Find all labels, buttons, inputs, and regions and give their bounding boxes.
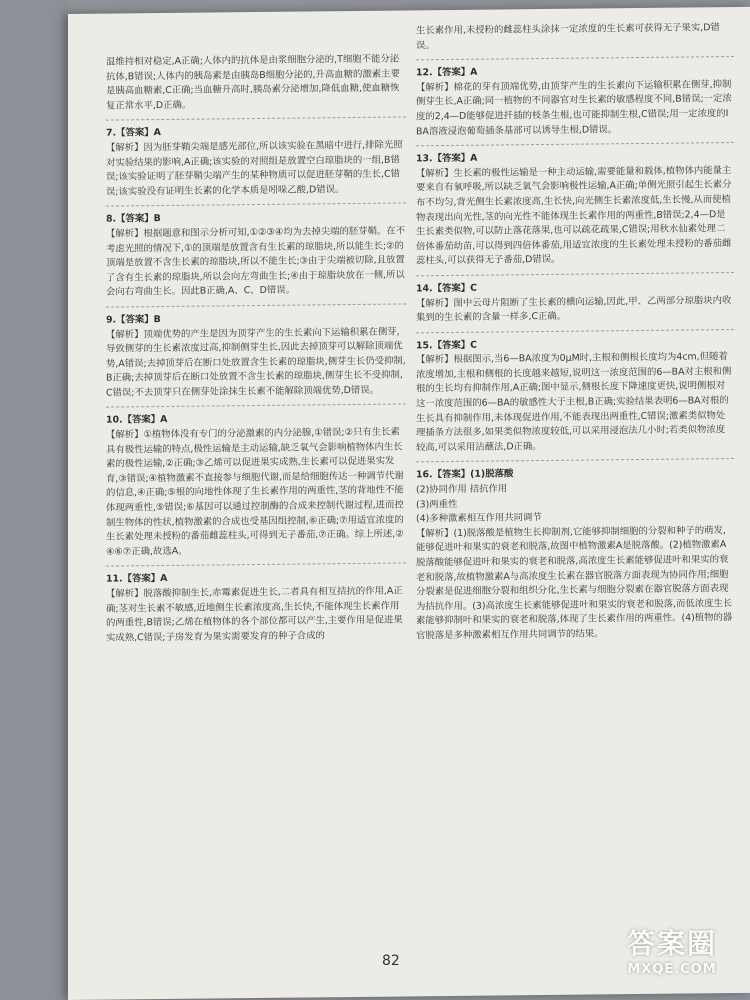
answer-sub-line: (2)协同作用 拮抗作用 [416,483,508,496]
analysis-text: 温维持相对稳定,A正确;人体内的抗体是由浆细胞分泌的,T细胞不能分泌抗体,B错误;人体内的胰岛素是由胰岛B细胞分泌的,升高血糖的激素主要是胰高血糖素,C正确;当血糖升高时,胰岛素分泌增加,降低血糖,使血糖恢复正常水平,D正确。 [106,53,400,112]
answer-block-q8 [106,210,406,301]
divider [416,272,734,276]
right-column [416,21,734,650]
analysis-text: 【解析】根据图示,当6—BA浓度为0μM时,主根和侧根长度均为4cm,但随着浓度增加,主根和侧根的长度越来越短,说明这一浓度范围的6—BA对主根和侧根的生长均有抑制作用,A正确;图中显示,侧根长度下降速度更快,说明侧根对这一浓度范围的6—BA的敏感性大于主根,B正确;实验结果表明6—BA对根的生长具有抑制作用,未体现促进作用,不能表现出两重性,C错误;激素类似物处理插条方法很多,如果类似物浓度较低,可以采用浸泡法几小时;若类似物浓度较高,可以采用沾蘸法,D正确。 [416,351,732,454]
analysis-text: 【解析】生长素的极性运输是一种主动运输,需要能量和载体,植物体内能量主要来自有氧呼吸,所以缺乏氧气会影响极性运输,A正确;单侧光照引起生长素分布不均匀,背光侧生长素浓度高,生长快,向光侧生长素浓度低,生长慢,从而使植物表现出向光性,茎的向光性不能体现生长素作用的两重性,B错误;2,4—D是生长素类似物,可以防止落花落果,也可以疏花疏果,C错误;用秋水仙素处理二倍体番茄幼苗,可以得到四倍体番茄,用适宜浓度的生长素处理未授粉的番茄雌蕊柱头,可以获得无子番茄,D错误。 [416,164,732,267]
divider [416,56,734,60]
answer-label: 12.【答案】A [416,66,478,79]
answer-block-q7 [106,124,406,200]
answer-block-q15 [416,336,734,456]
answer-label: 9.【答案】B [106,313,161,326]
divider [106,563,406,567]
answer-label: 14.【答案】C [416,282,477,295]
divider [106,303,406,307]
answer-label: 15.【答案】C [416,339,477,352]
divider [106,203,406,207]
analysis-text: 生长素作用,未授粉的雌蕊柱头涂抹一定浓度的生长素可获得无子果实,D错误。 [416,22,720,51]
answer-block-q6-tail [106,52,406,114]
watermark-logo [602,922,742,992]
page-number: 82 [382,953,400,969]
answer-sub-line: (4)多种激素相互作用共同调节 [416,512,542,525]
answer-label: 8.【答案】B [106,213,161,225]
answer-block-q11 [106,570,406,646]
answer-block-q12 [416,63,734,139]
answer-block-q9 [106,310,406,401]
watermark-title: 答案圈 [626,927,717,960]
answer-label: 7.【答案】A [106,127,161,139]
answer-label: 11.【答案】A [106,573,168,586]
analysis-text: 【解析】脱落酸抑制生长,赤霉素促进生长,二者具有相互拮抗的作用,A正确;茎对生长素不敏感,近地侧生长素浓度高,生长快,不能体现生长素作用的两重性,B错误;乙烯在植物体的各个部位都可以产生,主要作用是促进果实成熟,C错误;子房发育为果实需要发育的种子合成的 [106,585,403,644]
divider [416,458,734,462]
divider [416,142,734,146]
analysis-text: 【解析】①植物体没有专门的分泌激素的内分泌腺,①错误;②只有生长素具有极性运输的特点,极性运输是主动运输,缺乏氧气会影响植物体内生长素的极性运输,②正确;③乙烯可以促进果实成熟,生长素可以促进果实发育,③错误;④植物激素不直接参与细胞代谢,而是给细胞传达一种调节代谢的信息,④正确;⑤根的向地性体现了生长素作用的两重性,茎的背地性不能体现两重性,⑤错误;⑥基因可以通过控制酶的合成来控制代谢过程,进而控制生物体的性状,植物激素的合成也受基因组控制,⑥正确;⑦用适宜浓度的生长素处理未授粉的番茄雌蕊柱头,可得到无子番茄,⑦正确。综上所述,②④⑥⑦正确,故选A。 [106,426,404,558]
answer-block-q10 [106,411,406,560]
analysis-text: 【解析】图中云母片阻断了生长素的横向运输,因此,甲、乙两部分琼脂块内收集到的生长素的含量一样多,C正确。 [416,294,732,324]
answer-block-q13 [416,149,734,269]
divider [106,117,406,121]
analysis-text: 【解析】顶端优势的产生是因为顶芽产生的生长素向下运输积累在侧芽,导致侧芽的生长素浓度过高,抑制侧芽生长,因此去掉顶芽可以解除顶端优势,A错误;去掉顶芽后在断口处放置含生长素的琼脂块,侧芽生长仍受抑制,B正确;去掉顶芽后在断口处放置不含生长素的琼脂块,侧芽生长不受抑制,C错误;不去顶芽只在侧芽处涂抹生长素不能解除顶端优势,D错误。 [106,326,406,399]
watermark-url: MXQE.COM [627,962,717,977]
analysis-text: 【解析】根据题意和图示分析可知,①②③④均为去掉尖端的胚芽鞘。在不考虑光照的情况下,①的顶端是放置含有生长素的琼脂块,所以能生长;②的顶端是放置不含生长素的琼脂块,所以不能生长;③由于尖端被切除,且放置了含有生长素的琼脂块,所以会向左弯曲生长;④由于琼脂块放在一侧,所以会向右弯曲生长。因此B正确,A、C、D错误。 [106,225,406,298]
book-page [68,7,750,1000]
analysis-text: 【解析】棉花的芽有顶端优势,由顶芽产生的生长素向下运输积累在侧芽,抑制侧芽生长,A正确;同一植物的不同器官对生长素的敏感程度不同,B错误;一定浓度的2,4—D能够促进扦插的枝条生根,也可能抑制生根,C错误;用一定浓度的IBA溶液浸泡葡萄插条基部可以诱导生根,D错误。 [416,78,732,137]
answer-block-q16 [416,465,734,643]
answer-block-q11-tail [416,21,734,54]
answer-sub-line: (3)两重性 [416,498,458,510]
answer-label: 16.【答案】(1)脱落酸 [416,468,514,481]
analysis-text: 【解析】(1)脱落酸是植物生长抑制剂,它能够抑制细胞的分裂和种子的萌发,能够促进叶和果实的衰老和脱落,故图中植物激素A是脱落酸。(2)植物激素A脱落酸能够促进叶和果实的衰老和脱落,高浓度生长素能够促进叶和果实的衰老和脱落,故植物激素A与高浓度生长素在器官脱落方面表现为协同作用;细胞分裂素是促进细胞分裂和组织分化,生长素与细胞分裂素在器官脱落方面表现为拮抗作用。(3)高浓度生长素能够促进叶和果实的衰老和脱落,而低浓度生长素能够抑制叶和果实的衰老和脱落,体现了生长素作用的两重性。(4)植物的器官脱落是多种激素相互作用共同调节的结果。 [416,524,733,642]
answer-block-q14 [416,279,734,326]
analysis-text: 【解析】因为胚芽鞘尖端是感光部位,所以该实验在黑暗中进行,排除光照对实验结果的影响,A正确;该实验的对照组是放置空白琼脂块的一组,B错误;该实验证明了胚芽鞘尖端产生的某种物质可以促进胚芽鞘的生长,C错误;该实验没有证明生长素的化学本质是吲哚乙酸,D错误。 [106,139,403,198]
divider [106,404,406,408]
left-column [106,52,406,652]
answer-label: 13.【答案】A [416,152,478,165]
divider [416,329,734,333]
answer-label: 10.【答案】A [106,414,168,427]
background-edge [0,0,68,1000]
